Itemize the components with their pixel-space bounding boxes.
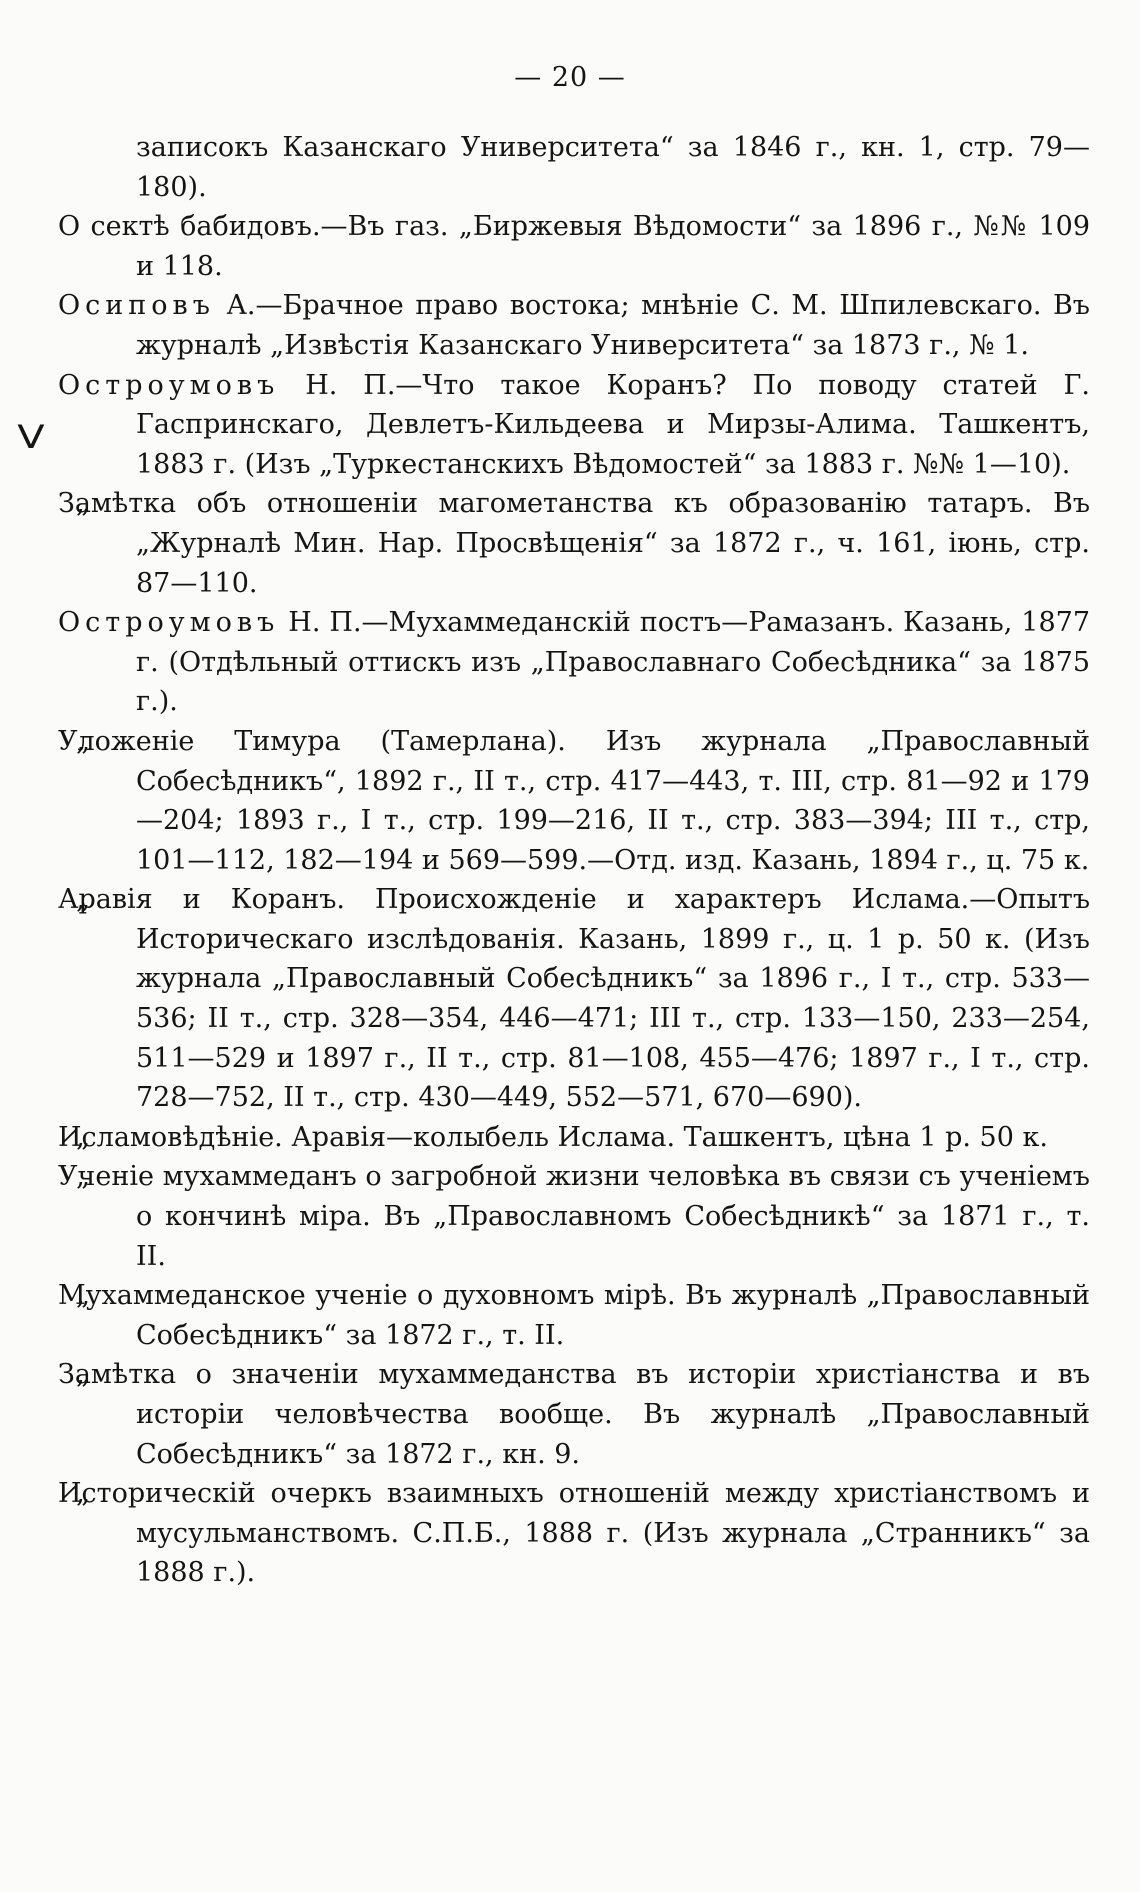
entry-text: Мухаммеданское ученіе о духовномъ мірѣ. Въ журналѣ „Православный Собесѣдникъ“ за 1872 г., т. II.: [58, 1280, 1090, 1351]
entry-author: Остроумовъ: [58, 607, 280, 639]
bibliography-entry: [58, 128, 1090, 207]
entry-text: Ученіе мухаммеданъ о загробной жизни человѣка въ связи съ ученіемъ о кончинѣ міра. Въ „Православномъ Собесѣдникѣ“ за 1871 г., т. II.: [58, 1161, 1090, 1272]
entry-author: Осиповъ: [58, 290, 215, 322]
entry-author: Остроумовъ: [58, 369, 280, 401]
bibliography-entry: [58, 1355, 1090, 1474]
bibliography-entry: [58, 880, 1090, 1118]
entry-text: Н. П.—Мухаммеданскій постъ—Рамазанъ. Казань, 1877 г. (Отдѣльный оттискъ изъ „Православнаго Собесѣдника“ за 1875 г.).: [136, 607, 1090, 718]
margin-check-mark: V: [17, 418, 45, 456]
entry-text: Замѣтка о значеніи мухаммеданства въ исторіи христіанства и въ исторіи человѣчества вообще. Въ журналѣ „Православный Собесѣдникъ“ за 1872 г., кн. 9.: [58, 1359, 1090, 1470]
entry-text: Замѣтка объ отношеніи магометанства къ образованію татаръ. Въ „Журналѣ Мин. Нар. Просвѣщенія“ за 1872 г., ч. 161, іюнь, стр. 87—110.: [58, 488, 1090, 599]
bibliography-entry: [58, 1276, 1090, 1355]
bibliography-entry: [58, 484, 1090, 603]
entry-text: А.—Брачное право востока; мнѣніе С. М. Шпилевскаго. Въ журналѣ „Извѣстія Казанскаго Университета“ за 1873 г., № 1.: [136, 290, 1090, 361]
bibliography-entry: [58, 1157, 1090, 1276]
bibliography-entry: [58, 603, 1090, 722]
entry-text: О сектѣ бабидовъ.—Въ газ. „Биржевыя Вѣдомости“ за 1896 г., №№ 109 и 118.: [58, 211, 1090, 282]
page-number: — 20 —: [514, 62, 626, 93]
bibliography-entry: [58, 1118, 1090, 1158]
entry-text: Уложеніе Тимура (Тамерлана). Изъ журнала „Православный Собесѣдникъ“, 1892 г., II т., стр. 417—443, т. III, стр. 81—92 и 179—204; 1893 г., I т., стр. 199—216, II т., стр. 383—394; III т., стр, 101—112, 182—194 и 569—599.—Отд. изд. Казань, 1894 г., ц. 75 к.: [58, 725, 1090, 876]
bibliography-entry: [58, 722, 1090, 880]
bibliography-list: [58, 128, 1090, 1593]
entry-text: Аравія и Коранъ. Происхожденіе и характеръ Ислама.—Опытъ Историческаго изслѣдованія. Казань, 1899 г., ц. 1 р. 50 к. (Изъ журнала „Православный Собесѣдникъ“ за 1896 г., I т., стр. 533—536; II т., стр. 328—354, 446—471; III т., стр. 133—150, 233—254, 511—529 и 1897 г., II т., стр. 81—108, 455—476; 1897 г., I т., стр. 728—752, II т., стр. 430—449, 552—571, 670—690).: [58, 884, 1090, 1114]
entry-text: Н. П.—Что такое Коранъ? По поводу статей Г. Гаспринскаго, Девлетъ-Кильдеева и Мирзы-Алима. Ташкентъ, 1883 г. (Изъ „Туркестанскихъ Вѣдомостей“ за 1883 г. №№ 1—10).: [136, 369, 1090, 480]
bibliography-entry: [58, 366, 1090, 485]
bibliography-entry: [58, 1474, 1090, 1593]
entry-text: записокъ Казанскаго Университета“ за 1846 г., кн. 1, стр. 79—180).: [136, 132, 1090, 203]
bibliography-entry: [58, 286, 1090, 365]
entry-text: Историческій очеркъ взаимныхъ отношеній между христіанствомъ и мусульманствомъ. С.П.Б., 1888 г. (Изъ журнала „Странникъ“ за 1888 г.).: [58, 1478, 1090, 1589]
entry-text: Исламовѣдѣніе. Аравія—колыбель Ислама. Ташкентъ, цѣна 1 р. 50 к.: [58, 1121, 1048, 1153]
bibliography-entry: [58, 207, 1090, 286]
